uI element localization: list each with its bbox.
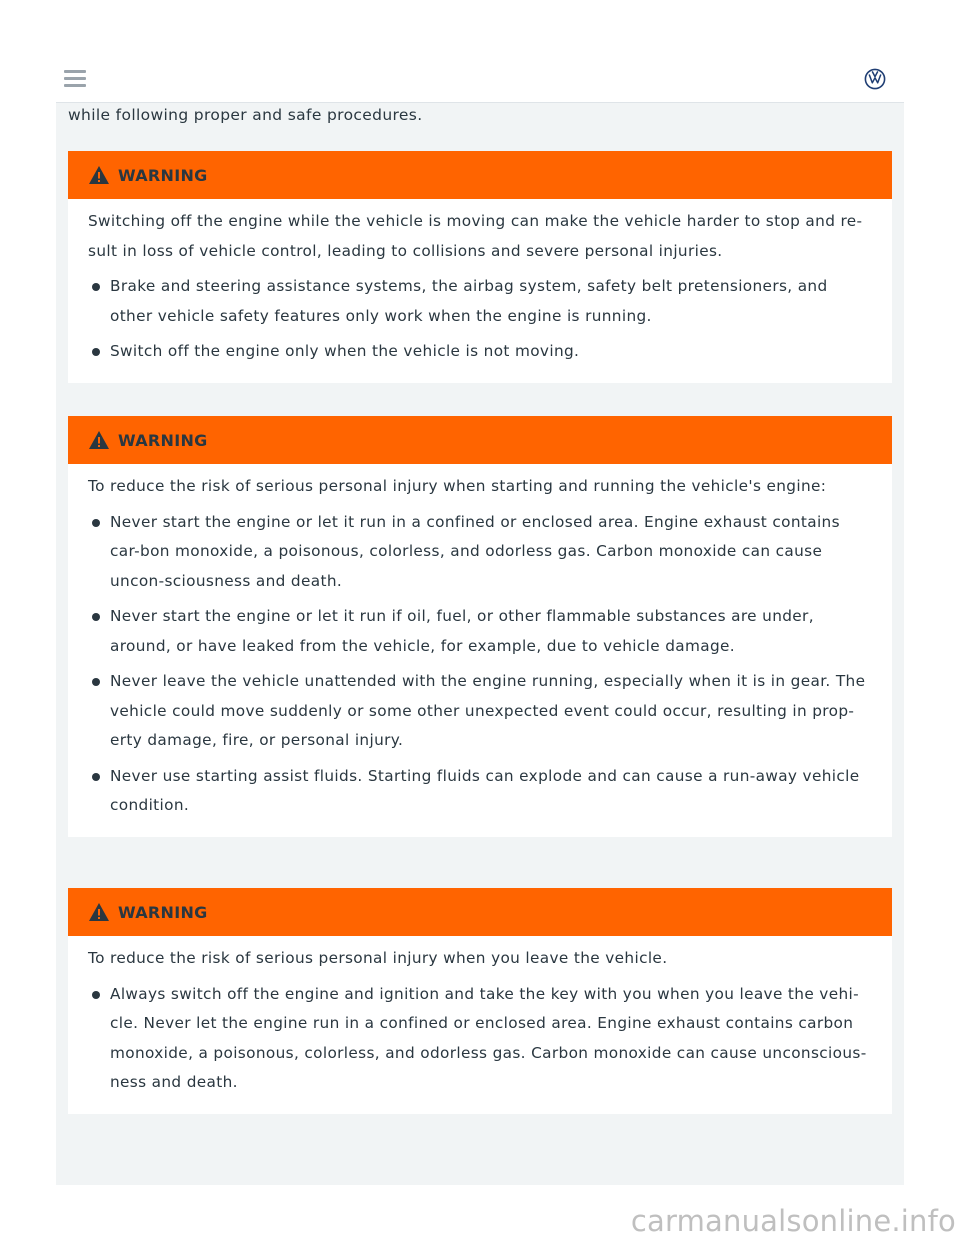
hamburger-menu-icon[interactable] [64,70,86,88]
warning-lead: Switching off the engine while the vehicle is moving can make the vehicle harder to stop and re-sult in loss of vehicle control, leading to collisions and severe personal injuries. [88,212,863,260]
warning-triangle-icon [88,902,110,922]
content-area [56,103,904,1185]
list-item: Never start the engine or let it run in a confined or enclosed area. Engine exhaust contains car-bon monoxide, a poisonous, colorless, and odorless gas. Carbon monoxide can cause uncon-sciousness and death. [88,508,872,597]
warning-header [68,416,892,464]
watermark: carmanualsonline.info [630,1204,956,1238]
warning-body [68,199,892,383]
intro-text: while following proper and safe procedures. [68,106,423,124]
top-bar [56,52,904,103]
list-item: Never start the engine or let it run if oil, fuel, or other flammable substances are under, around, or have leaked from the vehicle, for example, due to vehicle damage. [88,602,872,661]
warning-triangle-icon [88,165,110,185]
list-item: Brake and steering assistance systems, the airbag system, safety belt pretensioners, and other vehicle safety features only work when the engine is running. [88,272,872,331]
warning-triangle-icon [88,430,110,450]
warning-box [68,416,892,837]
warning-box [68,888,892,1114]
warning-list [88,508,872,821]
vw-logo-icon[interactable] [864,68,886,90]
list-item: Always switch off the engine and ignition and take the key with you when you leave the vehi-cle. Never let the engine run in a confined or enclosed area. Engine exhaust contains carbon monoxide, a poisonous, colorless, and odorless gas. Carbon monoxide can cause unconscious-ness and death. [88,980,872,1098]
warning-list [88,272,872,367]
warning-header [68,151,892,199]
warning-lead: To reduce the risk of serious personal injury when you leave the vehicle. [88,949,668,967]
list-item: Switch off the engine only when the vehicle is not moving. [88,337,872,367]
warning-body [68,936,892,1114]
warning-title: WARNING [118,902,208,922]
warning-lead: To reduce the risk of serious personal injury when starting and running the vehicle's engine: [88,477,827,495]
warning-title: WARNING [118,430,208,450]
warning-body [68,464,892,837]
warning-header [68,888,892,936]
warning-list [88,980,872,1098]
warning-box [68,151,892,383]
list-item: Never leave the vehicle unattended with the engine running, especially when it is in gear. The vehicle could move suddenly or some other unexpected event could occur, resulting in prop-erty damage, fire, or personal injury. [88,667,872,756]
warning-title: WARNING [118,165,208,185]
list-item: Never use starting assist fluids. Starting fluids can explode and can cause a run-away vehicle condition. [88,762,872,821]
